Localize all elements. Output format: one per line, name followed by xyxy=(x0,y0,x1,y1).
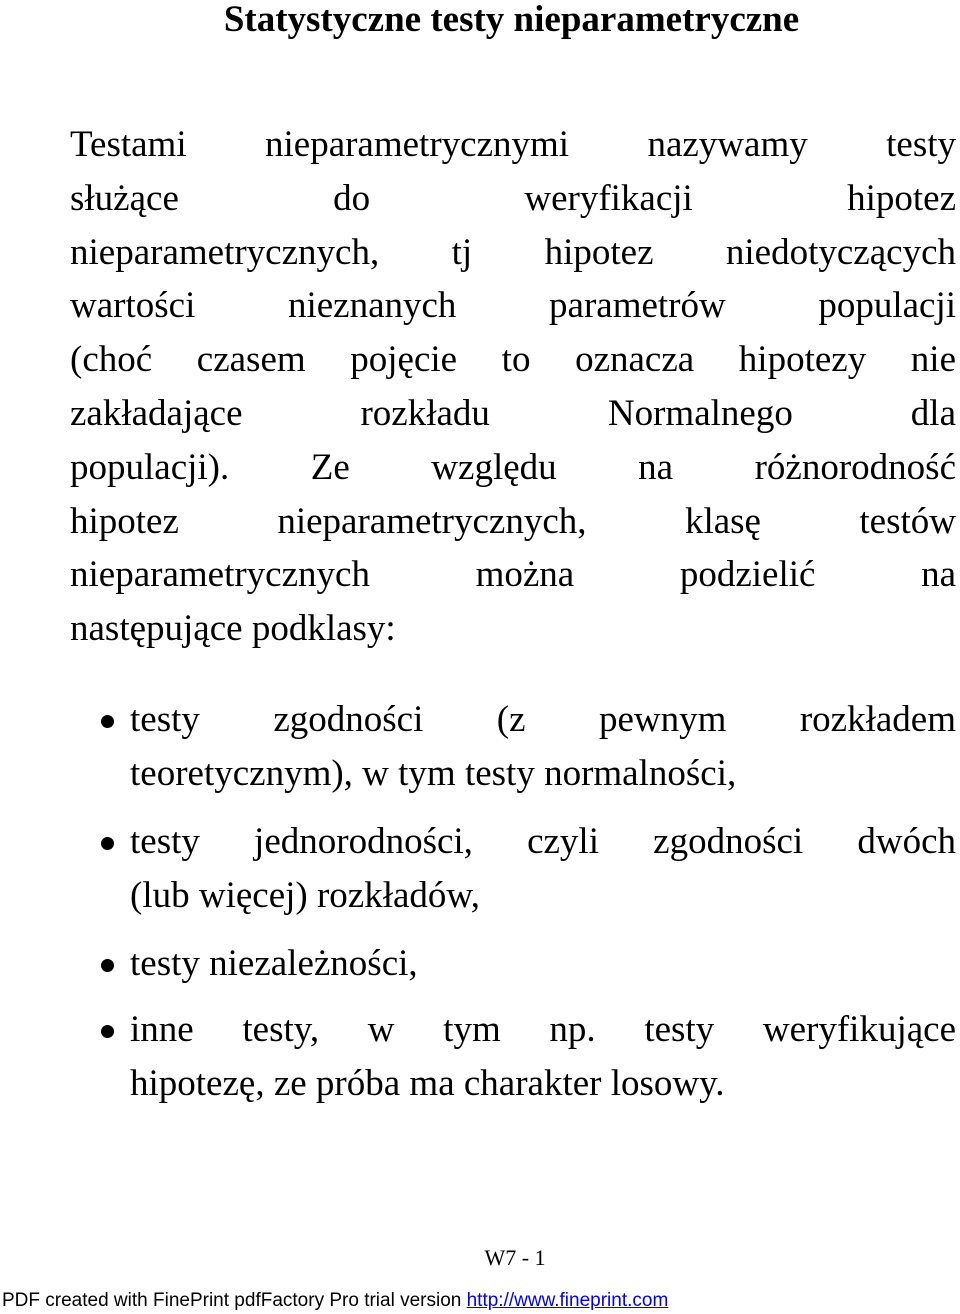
list-item xyxy=(130,815,956,923)
bullet-icon xyxy=(101,1025,114,1038)
paragraph-line: nieparametrycznych, tj hipotez niedotyczących xyxy=(70,231,956,273)
paragraph-line: następujące podklasy: xyxy=(70,608,396,650)
list-item-line: testy niezależności, xyxy=(130,943,418,984)
list-item xyxy=(130,693,956,801)
list-item xyxy=(130,937,956,991)
bullet-icon xyxy=(101,715,114,728)
paragraph-line: (choć czasem pojęcie to oznacza hipotezy nie xyxy=(70,339,956,381)
list-item-line: testy jednorodności, czyli zgodności dwóch xyxy=(130,821,956,862)
list-item-line: teoretycznym), w tym testy normalności, xyxy=(130,752,737,794)
paragraph-line: hipotez nieparametrycznych, klasę testów xyxy=(70,500,956,542)
paragraph-line: wartości nieznanych parametrów populacji xyxy=(70,285,956,327)
footer-text: PDF created with FinePrint pdfFactory Pro trial version xyxy=(2,1290,467,1311)
bullet-icon xyxy=(101,837,114,850)
footer-link[interactable]: http://www.fineprint.com xyxy=(466,1290,669,1311)
paragraph-line: nieparametrycznych można podzielić na xyxy=(70,554,956,596)
list-item-line: (lub więcej) rozkładów, xyxy=(130,874,480,916)
bullet-icon xyxy=(101,959,114,972)
page-title: Statystyczne testy nieparametryczne xyxy=(223,0,800,40)
paragraph-line: Testami nieparametrycznymi nazywamy testy xyxy=(70,124,956,165)
list-item-line: hipotezę, ze próba ma charakter losowy. xyxy=(130,1062,725,1104)
list-item xyxy=(130,1003,956,1111)
paragraph-line: populacji). Ze względu na różnorodność xyxy=(70,446,956,488)
list-item-line: testy zgodności (z pewnym rozkładem xyxy=(130,699,956,740)
list-item-line: inne testy, w tym np. testy weryfikujące xyxy=(130,1009,956,1050)
page-number: W7 - 1 xyxy=(484,1245,546,1270)
paragraph-line: służące do weryfikacji hipotez xyxy=(70,177,956,219)
pdf-footer xyxy=(2,1289,668,1313)
paragraph-line: zakładające rozkładu Normalnego dla xyxy=(70,392,956,434)
